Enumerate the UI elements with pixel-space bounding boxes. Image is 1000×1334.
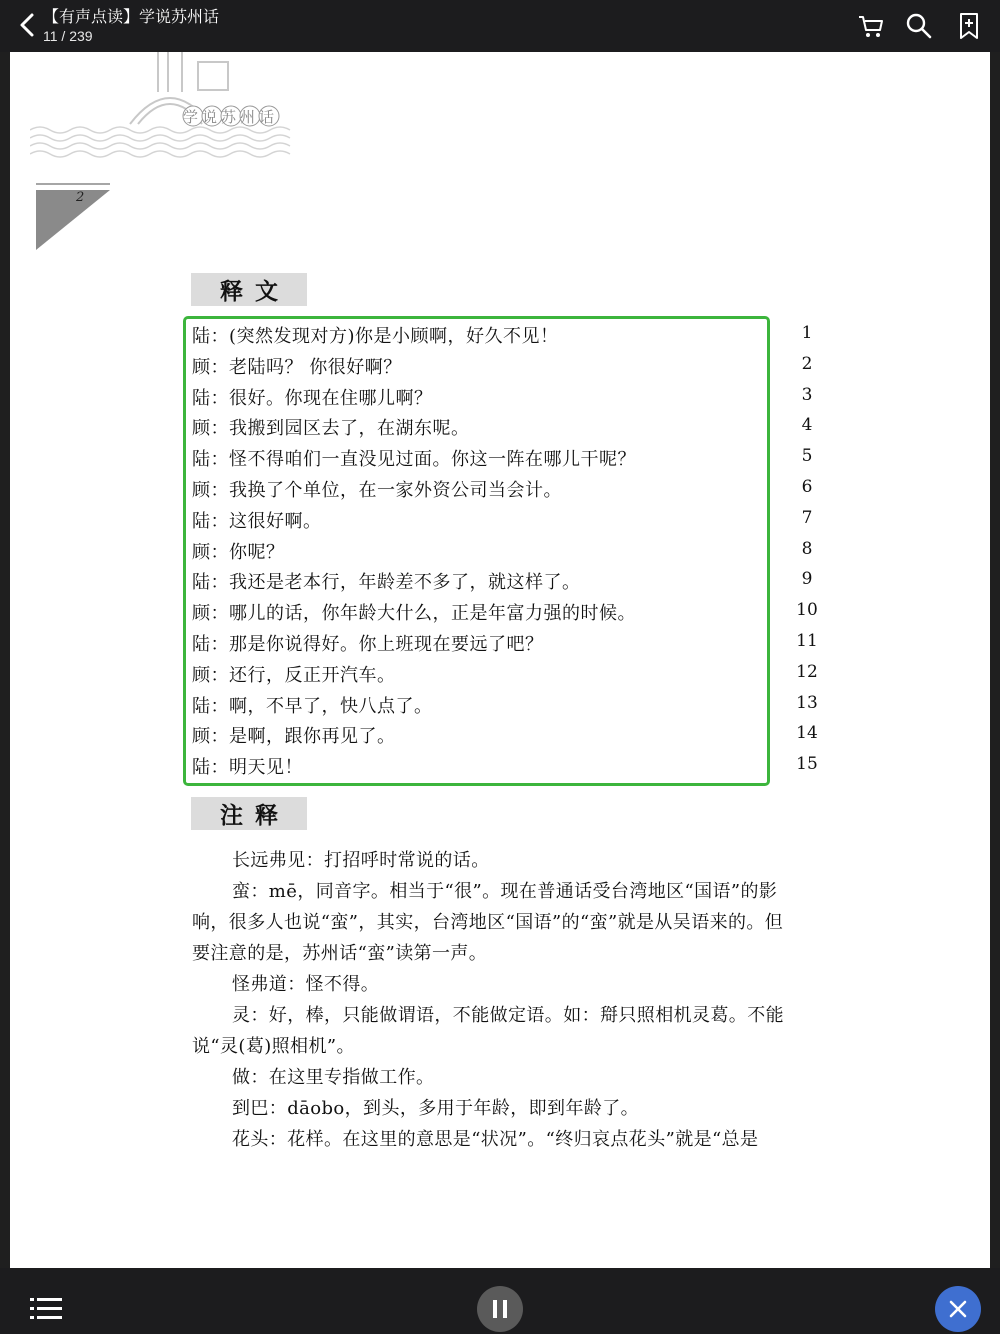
search-icon [905,12,933,40]
close-icon [949,1300,967,1318]
cart-icon [857,13,885,39]
line-number: 14 [796,723,818,743]
note-line: 响，很多人也说“蛮”，其实，台湾地区“国语”的“蛮”就是从吴语来的。但 [192,912,784,933]
line-number: 5 [801,446,813,466]
pause-button[interactable] [477,1286,523,1332]
back-icon [18,12,36,38]
section-header-translation: 释文 [191,273,307,306]
line-number: 3 [801,385,813,405]
dialogue-line[interactable]: 顾：是啊，跟你再见了。 [192,726,396,747]
line-number: 10 [796,600,818,620]
dialogue-line[interactable]: 陆：(突然发现对方)你是小顾啊，好久不见！ [192,326,559,347]
book-title: 【有声点读】学说苏州话 [43,7,220,26]
page-number: 2 [76,190,85,205]
note-line: 做：在这里专指做工作。 [232,1067,435,1088]
line-number: 2 [801,354,813,374]
line-number: 13 [796,693,818,713]
dialogue-line[interactable]: 陆：这很好啊。 [192,511,322,532]
page-corner-triangle [36,182,112,252]
bridge-wave-header-art [30,52,300,162]
line-number: 4 [801,415,813,435]
note-line: 怪弗道：怪不得。 [232,974,380,995]
line-number: 9 [801,569,813,589]
bookmark-add-icon [958,12,980,40]
close-button[interactable] [935,1286,981,1332]
page-indicator: 11 / 239 [43,28,93,44]
dialogue-line[interactable]: 顾：我换了个单位，在一家外资公司当会计。 [192,480,562,501]
note-line: 蛮：mē，同音字。相当于“很”。现在普通话受台湾地区“国语”的影 [232,881,778,902]
line-number: 11 [796,631,818,651]
dialogue-line[interactable]: 陆：那是你说得好。你上班现在要远了吧？ [192,634,544,655]
note-line: 要注意的是，苏州话“蛮”读第一声。 [192,943,488,964]
line-number: 15 [796,754,818,774]
note-line: 长远弗见：打招呼时常说的话。 [232,850,490,871]
top-bar [0,0,1000,52]
line-number: 7 [801,508,813,528]
line-number: 12 [796,662,818,682]
section-header-notes: 注释 [191,797,307,830]
line-number: 1 [801,323,813,343]
dialogue-line[interactable]: 顾：你呢？ [192,542,285,563]
dialogue-line[interactable]: 陆：啊，不早了，快八点了。 [192,696,433,717]
contents-menu-button[interactable] [30,1296,64,1322]
note-line: 灵：好，棒，只能做谓语，不能做定语。如：搿只照相机灵葛。不能 [232,1005,784,1026]
back-button[interactable] [12,8,42,42]
bookmark-add-button[interactable] [952,9,986,43]
dialogue-line[interactable]: 陆：怪不得咱们一直没见过面。你这一阵在哪儿干呢？ [192,449,636,470]
line-number: 6 [801,477,813,497]
cart-button[interactable] [854,9,888,43]
dialogue-line[interactable]: 顾：老陆吗？ 你很好啊？ [192,357,402,378]
dialogue-line[interactable]: 陆：明天见！ [192,757,303,778]
book-page [10,52,990,1268]
dialogue-line[interactable]: 陆：我还是老本行，年龄差不多了，就这样了。 [192,572,581,593]
dialogue-line[interactable]: 陆：很好。你现在住哪儿啊？ [192,388,433,409]
menu-list-icon [30,1296,64,1322]
pause-icon [491,1299,509,1319]
note-line: 到巴：dāobo，到头，多用于年龄，即到年龄了。 [232,1098,640,1119]
dialogue-line[interactable]: 顾：还行，反正开汽车。 [192,665,396,686]
note-line: 花头：花样。在这里的意思是“状况”。“终归哀点花头”就是“总是 [232,1129,759,1150]
note-line: 说“灵(葛)照相机”。 [192,1036,355,1057]
dialogue-line[interactable]: 顾：哪儿的话，你年龄大什么，正是年富力强的时候。 [192,603,636,624]
line-number: 8 [801,539,813,559]
dialogue-line[interactable]: 顾：我搬到园区去了，在湖东呢。 [192,418,470,439]
search-button[interactable] [902,9,936,43]
header-art-text: 学说苏州话 [183,108,279,126]
